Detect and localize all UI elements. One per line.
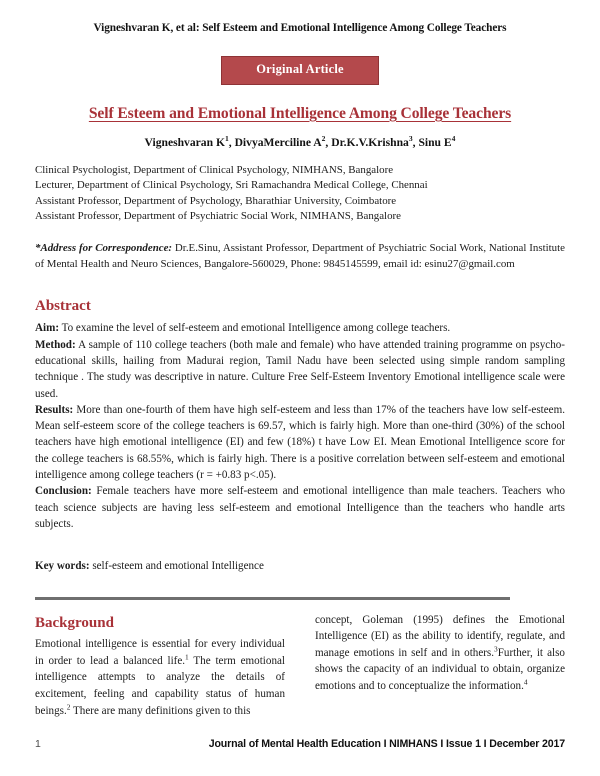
background-left-part3: There are many definitions given to this — [70, 704, 251, 717]
citation-marker-4: 4 — [523, 677, 528, 687]
correspondence-block — [35, 240, 565, 273]
background-right-part2: Further, it also shows the capacity of an individual to obtain, organize emotions and to conceptualize the information. — [315, 646, 565, 693]
author-affiliation-marker-2: 2 — [321, 133, 326, 143]
affiliation-item: Lecturer, Department of Clinical Psychology, Sri Ramachandra Medical College, Chennai — [35, 179, 428, 192]
abstract-method — [35, 337, 565, 402]
author-name-1: Vigneshvaran K — [144, 135, 225, 149]
abstract-aim — [35, 320, 565, 336]
abstract-heading: Abstract — [35, 298, 91, 315]
abstract-body — [35, 320, 565, 532]
affiliation-item: Assistant Professor, Department of Psychiatric Social Work, NIMHANS, Bangalore — [35, 210, 401, 223]
citation-marker-2: 2 — [66, 701, 71, 711]
correspondence-text: Dr.E.Sinu, Assistant Professor, Department of Psychiatric Social Work, National Institute of Mental Health and Neuro Sciences, Bangalore-560029, Phone: 9845145599, email id: esinu27@gmail.com — [35, 241, 565, 271]
affiliation-item: Clinical Psychologist, Department of Clinical Psychology, NIMHANS, Bangalore — [35, 163, 394, 176]
background-section — [35, 612, 565, 720]
running-header: Vigneshvaran K, et al: Self Esteem and Emotional Intelligence Among College Teachers — [93, 22, 507, 34]
article-type-badge-container — [35, 56, 565, 85]
abstract-results-label: Results: — [35, 403, 74, 416]
background-left-part2: The term emotional intelligence attempts to analyze the details of excitement, feeling and capability status of human beings. — [35, 654, 285, 717]
author-list — [35, 133, 565, 149]
background-heading: Background — [35, 614, 114, 631]
abstract-conclusion-label: Conclusion: — [35, 485, 92, 498]
section-divider — [35, 597, 510, 600]
page-footer — [35, 738, 565, 750]
background-left-part1: Emotional intelligence is essential for every individual in order to lead a balanced life. — [35, 638, 285, 667]
abstract-method-label: Method: — [35, 338, 76, 351]
keywords-label: Key words: — [35, 560, 90, 573]
affiliation-list — [35, 163, 565, 225]
abstract-results-text: More than one-fourth of them have high self-esteem and less than 17% of the teachers have low self-esteem. Mean self-esteem score of the college teachers is 69.57, which is fairly high. More than one-third (30%) of the school teachers have high emotional intelligence (EI) and few (18%) t have Low EI. Mean Emotional Intelligence score for the college teachers is 68.55%, which is fairly high. There is a positive correlation between self-esteem and emotional intelligence among college teachers (r = +0.83 p<.05). — [35, 403, 565, 482]
affiliation-item: Assistant Professor, Department of Psychology, Bharathiar University, Coimbatore — [35, 194, 397, 207]
author-separator-3: , — [412, 135, 419, 149]
author-separator-1: , — [228, 135, 235, 149]
author-name-3: Dr.K.V.Krishna — [331, 135, 409, 149]
author-affiliation-marker-3: 3 — [408, 133, 413, 143]
keywords-text: self-esteem and emotional Intelligence — [89, 560, 264, 573]
author-affiliation-marker-4: 4 — [451, 133, 456, 143]
author-separator-2: , — [325, 135, 332, 149]
abstract-conclusion-text: Female teachers have more self-esteem and emotional intelligence than male teachers. Teachers who teach science subjects are having less self-esteem and emotional Intelligence than the teachers who handle arts subjects. — [35, 485, 565, 530]
abstract-aim-text: To examine the level of self-esteem and emotional Intelligence among college teachers. — [59, 322, 451, 335]
abstract-aim-label: Aim: — [35, 322, 60, 335]
citation-marker-3: 3 — [494, 644, 498, 654]
page-number: 1 — [35, 738, 41, 750]
author-name-4: Sinu E — [418, 135, 452, 149]
abstract-conclusion — [35, 483, 565, 532]
background-column-right — [315, 612, 565, 720]
background-text-right — [315, 612, 565, 695]
background-right-part1: concept, Goleman (1995) defines the Emotional Intelligence (EI) as the ability to identify, regulate, and manage emotions in self and in others. — [315, 613, 565, 659]
original-article-badge: Original Article — [221, 56, 379, 85]
keywords-block — [35, 558, 565, 574]
abstract-results — [35, 402, 565, 483]
citation-marker-1: 1 — [185, 652, 189, 662]
abstract-method-text: A sample of 110 college teachers (both male and female) who have attended training programme on psycho-educational skills, hailing from Madurai region, Tamil Nadu have been selected using simple random sampling technique . The study was descriptive in nature. Culture Free Self-Esteem Inventory Emotional intelligence scale were used. — [35, 338, 565, 400]
correspondence-label: *Address for Correspondence: — [35, 241, 173, 254]
background-text-left — [35, 636, 285, 719]
author-affiliation-marker-1: 1 — [224, 133, 229, 143]
page-title: Self Esteem and Emotional Intelligence Among College Teachers — [88, 104, 512, 122]
author-name-2: DivyaMerciline A — [234, 135, 322, 149]
journal-citation: Journal of Mental Health Education I NIMHANS I Issue 1 I December 2017 — [208, 738, 565, 750]
background-column-left — [35, 612, 285, 720]
two-column-layout — [35, 612, 565, 720]
